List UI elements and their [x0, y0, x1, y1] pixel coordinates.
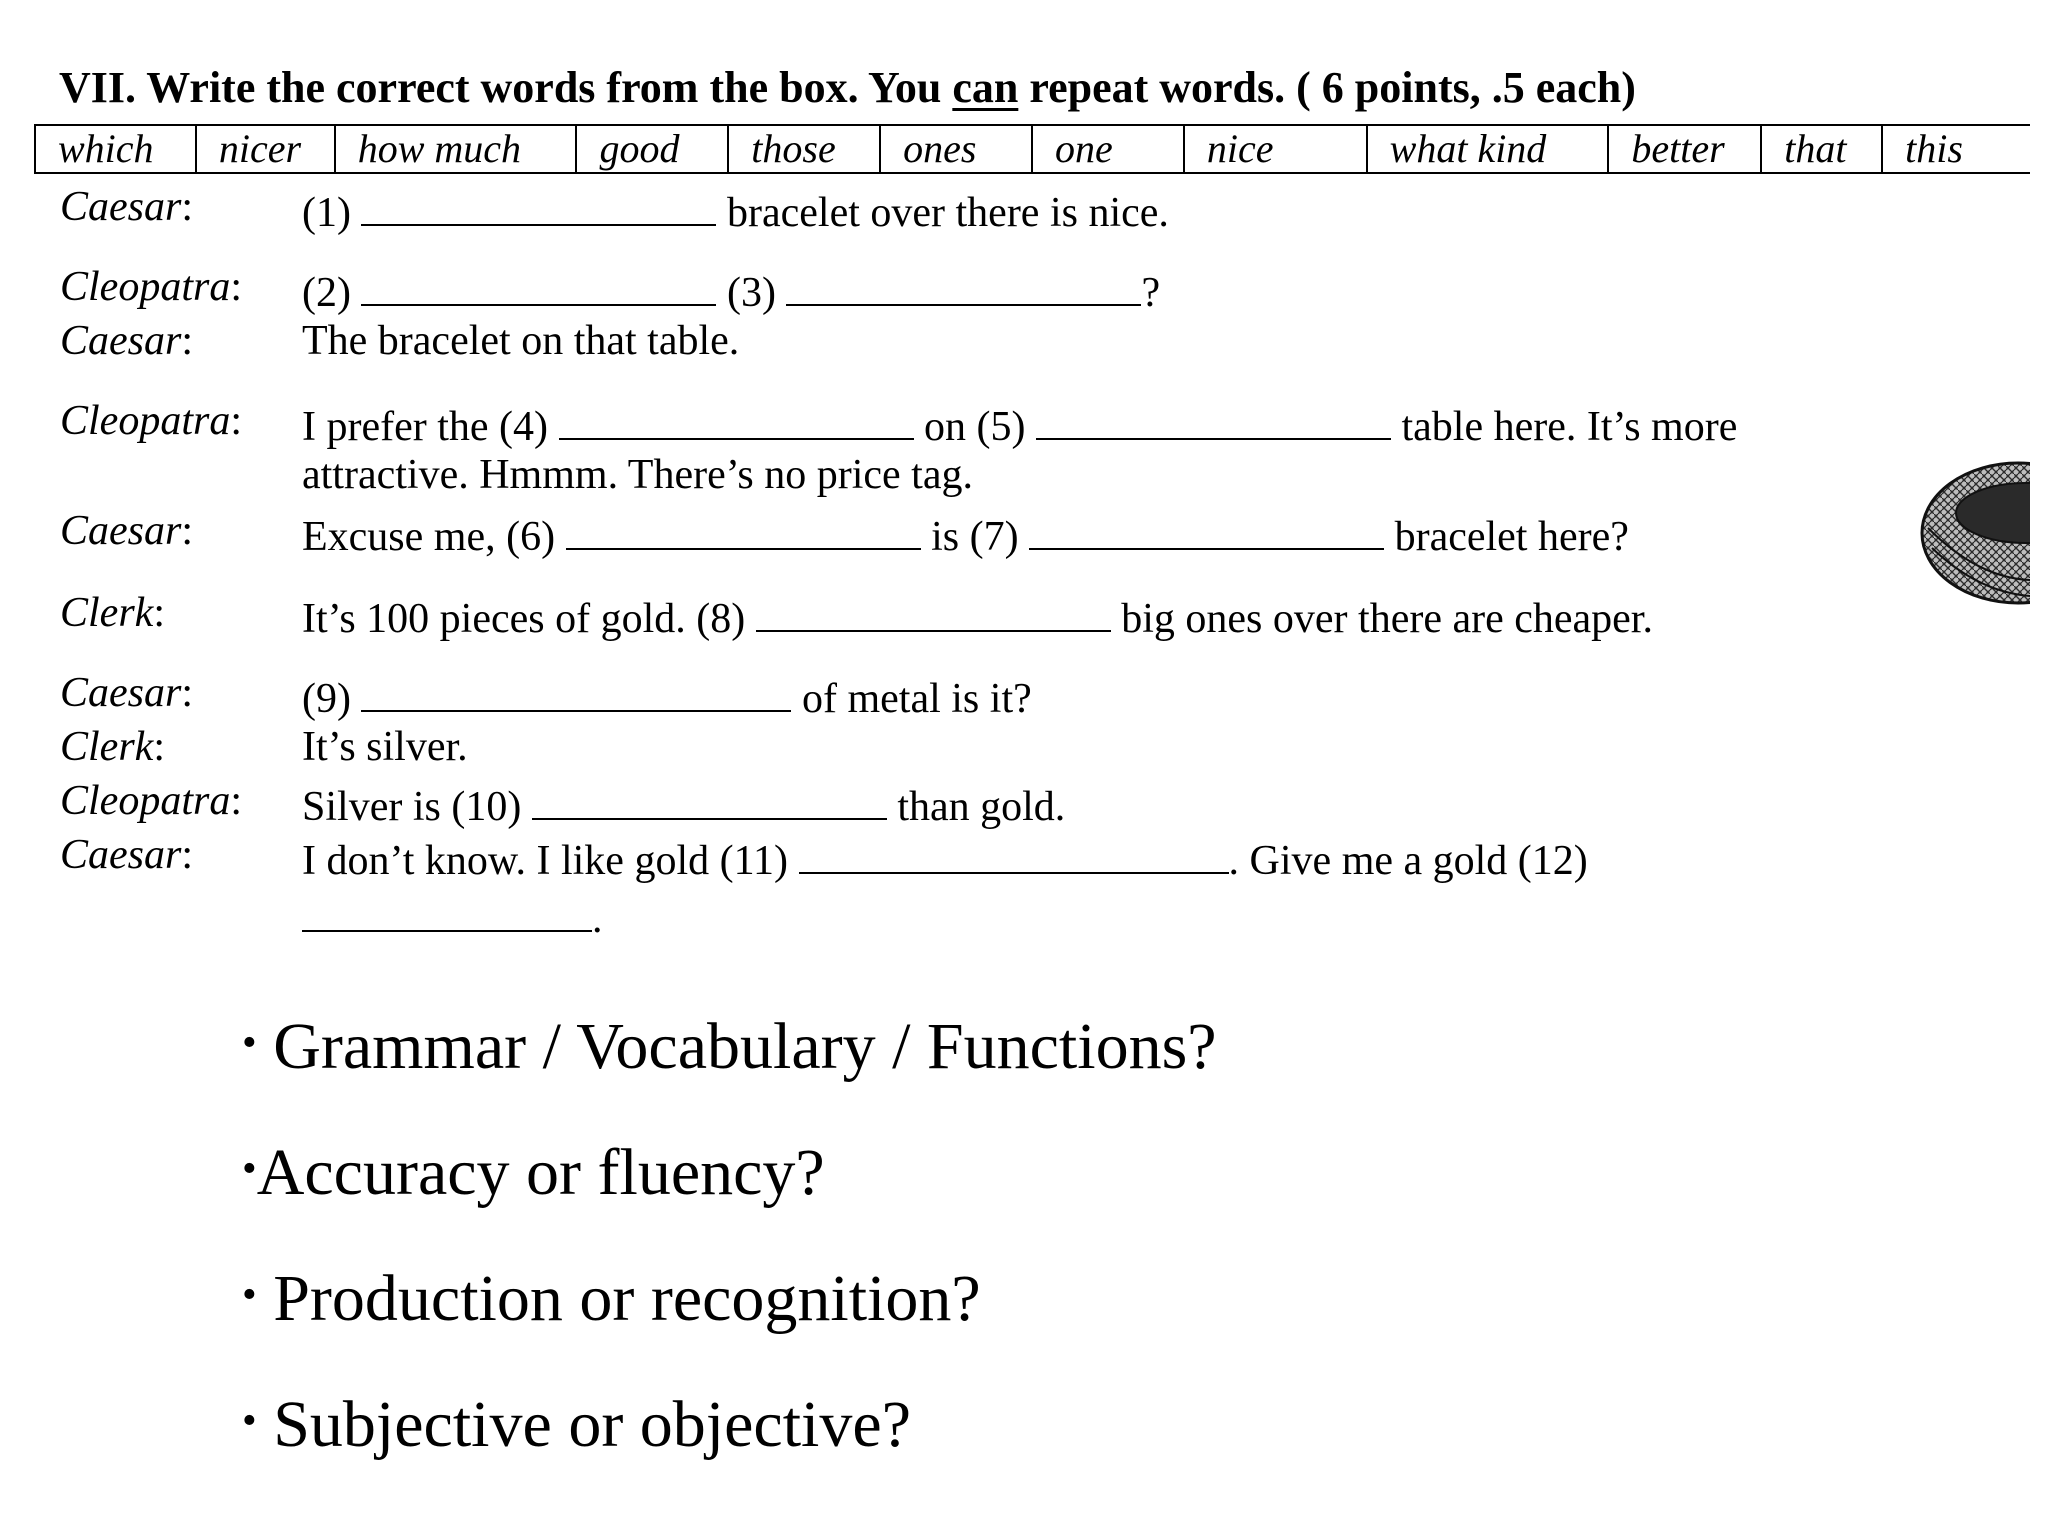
answer-blank-12[interactable] [302, 892, 592, 932]
word-box-cell: those [729, 126, 881, 172]
line-text: I don’t know. I like gold (11) . Give me a gold (12) [302, 834, 1588, 882]
line-text: I prefer the (4) on (5) table here. It’s more [302, 400, 1737, 448]
word-box-cell: which [36, 126, 197, 172]
word-box-cell: nice [1185, 126, 1368, 172]
word-box-cell: better [1609, 126, 1762, 172]
word-box-cell: that [1762, 126, 1883, 172]
word-box-cell: what kind [1368, 126, 1610, 172]
bullet-dot: • [242, 1272, 257, 1318]
exercise-heading [59, 63, 2029, 112]
word-box-cell: nicer [197, 126, 336, 172]
word-box-cell: ones [881, 126, 1033, 172]
line-text: It’s 100 pieces of gold. (8) big ones over there are cheaper. [302, 592, 1653, 640]
speaker: Cleopatra: [60, 264, 243, 310]
line-text: Silver is (10) than gold. [302, 780, 1065, 828]
bullet-question-4: • Subjective or objective? [242, 1388, 911, 1461]
answer-blank-6[interactable] [566, 510, 921, 550]
speaker: Caesar: [60, 670, 194, 716]
line-text: The bracelet on that table. [302, 318, 740, 364]
woven-bracelet-basket-icon [1918, 458, 2030, 608]
speaker: Cleopatra: [60, 398, 243, 444]
word-box [34, 124, 2030, 174]
speaker: Cleopatra: [60, 778, 243, 824]
speaker: Caesar: [60, 832, 194, 878]
answer-blank-1[interactable] [361, 186, 716, 226]
bullet-dot: • [242, 1146, 257, 1192]
answer-blank-7[interactable] [1029, 510, 1384, 550]
line-text: It’s silver. [302, 724, 468, 770]
answer-blank-4[interactable] [559, 400, 914, 440]
answer-blank-10[interactable] [532, 780, 887, 820]
speaker: Caesar: [60, 318, 194, 364]
bullet-question-2: •Accuracy or fluency? [242, 1136, 825, 1209]
speaker: Clerk: [60, 590, 165, 636]
line-text: (1) bracelet over there is nice. [302, 186, 1169, 234]
answer-blank-2[interactable] [361, 266, 716, 306]
line-text: attractive. Hmmm. There’s no price tag. [302, 452, 973, 498]
bullet-question-3: • Production or recognition? [242, 1262, 981, 1335]
line-text: . [302, 892, 603, 940]
speaker: Caesar: [60, 184, 194, 230]
answer-blank-11[interactable] [799, 834, 1229, 874]
word-box-cell: good [577, 126, 729, 172]
bullet-dot: • [242, 1020, 257, 1066]
word-box-cell: how much [336, 126, 578, 172]
bullet-dot: • [242, 1398, 257, 1444]
heading-underlined-word: can [952, 63, 1019, 112]
answer-blank-9[interactable] [361, 672, 791, 712]
answer-blank-8[interactable] [756, 592, 1111, 632]
word-box-cell: this [1905, 126, 1963, 171]
answer-blank-5[interactable] [1036, 400, 1391, 440]
heading-text-2: repeat words. ( 6 points, .5 each) [1018, 63, 1636, 112]
line-text: Excuse me, (6) is (7) bracelet here? [302, 510, 1629, 558]
heading-text-1: VII. Write the correct words from the box. You [59, 63, 953, 112]
line-text: (9) of metal is it? [302, 672, 1032, 720]
bullet-question-1: • Grammar / Vocabulary / Functions? [242, 1010, 1217, 1083]
speaker: Caesar: [60, 508, 194, 554]
line-text: (2) (3) ? [302, 266, 1160, 314]
word-box-cell: one [1033, 126, 1185, 172]
answer-blank-3[interactable] [786, 266, 1141, 306]
speaker: Clerk: [60, 724, 165, 770]
